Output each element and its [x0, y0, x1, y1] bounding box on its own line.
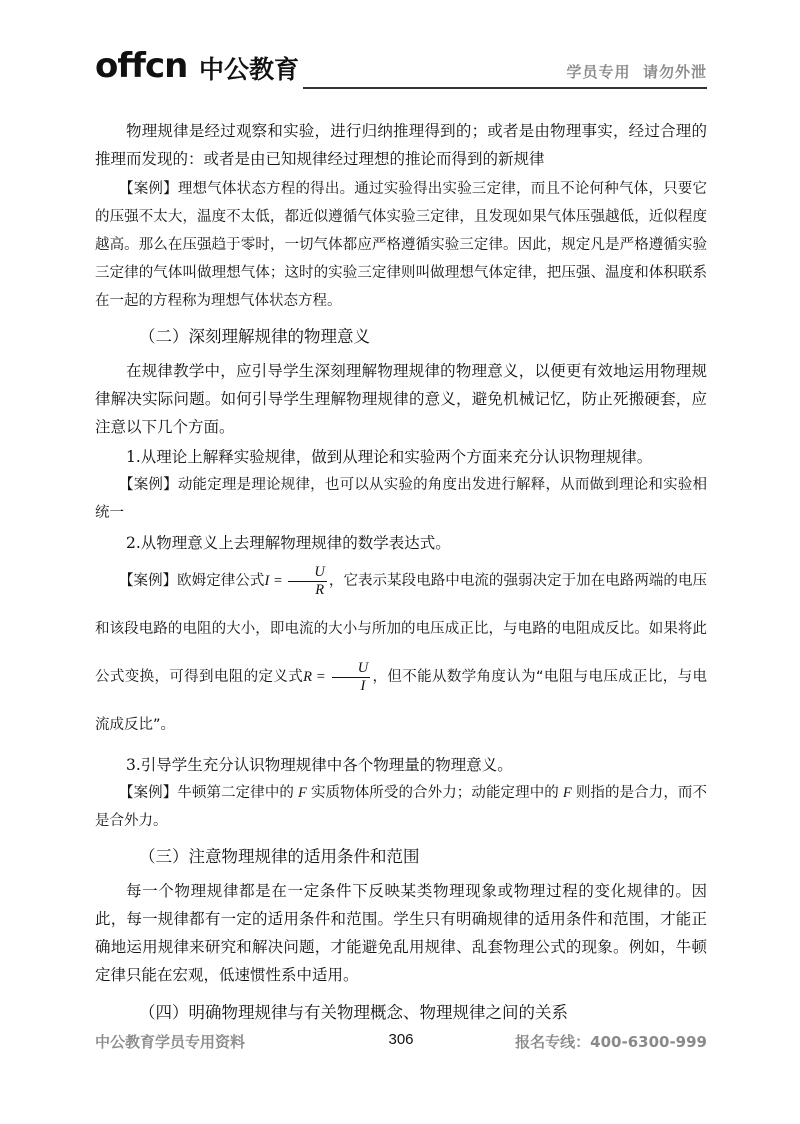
case-ohm-text-b: ，它表示某段电路中电流的强弱决定于加在电路两端的电压和该段电路的电阻的大小，即电流的大小与所加的电压成正比，与电路的电阻成反比。如果将此公式变换，可得到电阻的定义式: [95, 573, 708, 685]
case-newton-law: [95, 779, 707, 835]
case-newton-text-c: 则指的是合力，而不是合外力。: [95, 785, 708, 829]
fraction-numerator: U: [288, 564, 326, 582]
case-ohm-text-a: 【案例】欧姆定律公式: [119, 573, 265, 589]
section-heading-2: （二）深刻理解规律的物理意义: [139, 327, 370, 346]
case-newton-text-a: 【案例】牛顿第二定律中的: [119, 785, 295, 801]
case-ideal-gas: 【案例】理想气体状态方程的得出。通过实验得出实验三定律，而且不论何种气体，只要它的压强不太大，温度不太低，都近似遵循气体实验三定律，且发现如果气体压强越低，近似程度越高。那么在压强趋于零时，一切气体都应严格遵循实验三定律。因此，规定凡是严格遵循实验三定律的气体叫做理想气体；这时的实验三定律则叫做理想气体定律，把压强、温度和体积联系在一起的方程称为理想气体状态方程。: [95, 181, 707, 309]
list-item-1: 1.从理论上解释实验规律，做到从理论和实验两个方面来充分认识物理规律。: [126, 448, 653, 466]
case-ohm-text-c: ，但不能从数学角度认为“电阻与电压成正比，与电流成反比”。: [95, 669, 707, 733]
fraction-numerator: U: [332, 660, 370, 678]
case-ohm-law: [95, 557, 707, 749]
page-footer: [95, 1031, 707, 1055]
footer-label: 中公教育学员专用资料: [95, 1033, 246, 1051]
offcn-logo: [95, 38, 305, 88]
case-newton-text-b: 实质物体所受的合外力；动能定理中的: [310, 785, 559, 801]
paragraph-rule-origin: 物理规律是经过观察和实验，进行归纳推理得到的；或者是由物理事实，经过合理的推理而发现的：或者是由已知规律经过理想的推论而得到的新规律: [95, 122, 707, 168]
list-item-3: 3.引导学生充分认识物理规律中各个物理量的物理意义。: [126, 756, 513, 774]
page-header: [95, 38, 707, 90]
header-divider: [303, 87, 707, 89]
logo-cn-text: 中公教育: [199, 55, 300, 84]
footer-hotline: 报名专线：400-6300-999: [515, 1033, 707, 1051]
symbol-force-2: F: [562, 785, 572, 801]
logo-text: offcn: [95, 46, 188, 86]
fraction-denominator: R: [315, 581, 325, 598]
paragraph-conditions: 每一个物理规律都是在一定条件下反映某类物理现象或物理过程的变化规律的。因此，每一规律都有一定的适用条件和范围。学生只有明确规律的适用条件和范围，才能正确地运用规律来研究和解决问题，才能避免乱用规律、乱套物理公式的现象。例如，牛顿定律只能在宏观，低速惯性系中适用。: [95, 882, 707, 984]
section-heading-3: （三）注意物理规律的适用条件和范围: [139, 847, 420, 866]
formula-current-lhs: I: [264, 573, 270, 589]
section-heading-4: （四）明确物理规律与有关物理概念、物理规律之间的关系: [139, 1003, 568, 1022]
formula-current: I =: [264, 573, 287, 589]
page-number: 306: [388, 1031, 414, 1048]
case-kinetic-energy: 【案例】动能定理是理论规律，也可以从实验的角度出发进行解释，从而做到理论和实验相统一: [95, 477, 707, 521]
fraction-u-over-i: [332, 660, 370, 695]
header-notice: 学员专用 请勿外泄: [566, 63, 707, 81]
fraction-u-over-r: [288, 564, 326, 599]
fraction-denominator: I: [360, 677, 366, 694]
paragraph-meaning: 在规律教学中，应引导学生深刻理解物理规律的物理意义，以便更有效地运用物理规律解决实际问题。如何引导学生理解物理规律的意义，避免机械记忆，防止死搬硬套，应注意以下几个方面。: [95, 362, 707, 436]
page-content: [95, 117, 707, 1033]
list-item-2: 2.从物理意义上去理解物理规律的数学表达式。: [126, 534, 451, 552]
formula-resistance-lhs: R: [303, 669, 312, 685]
formula-resistance: R =: [303, 669, 330, 685]
symbol-force-1: F: [298, 785, 307, 801]
